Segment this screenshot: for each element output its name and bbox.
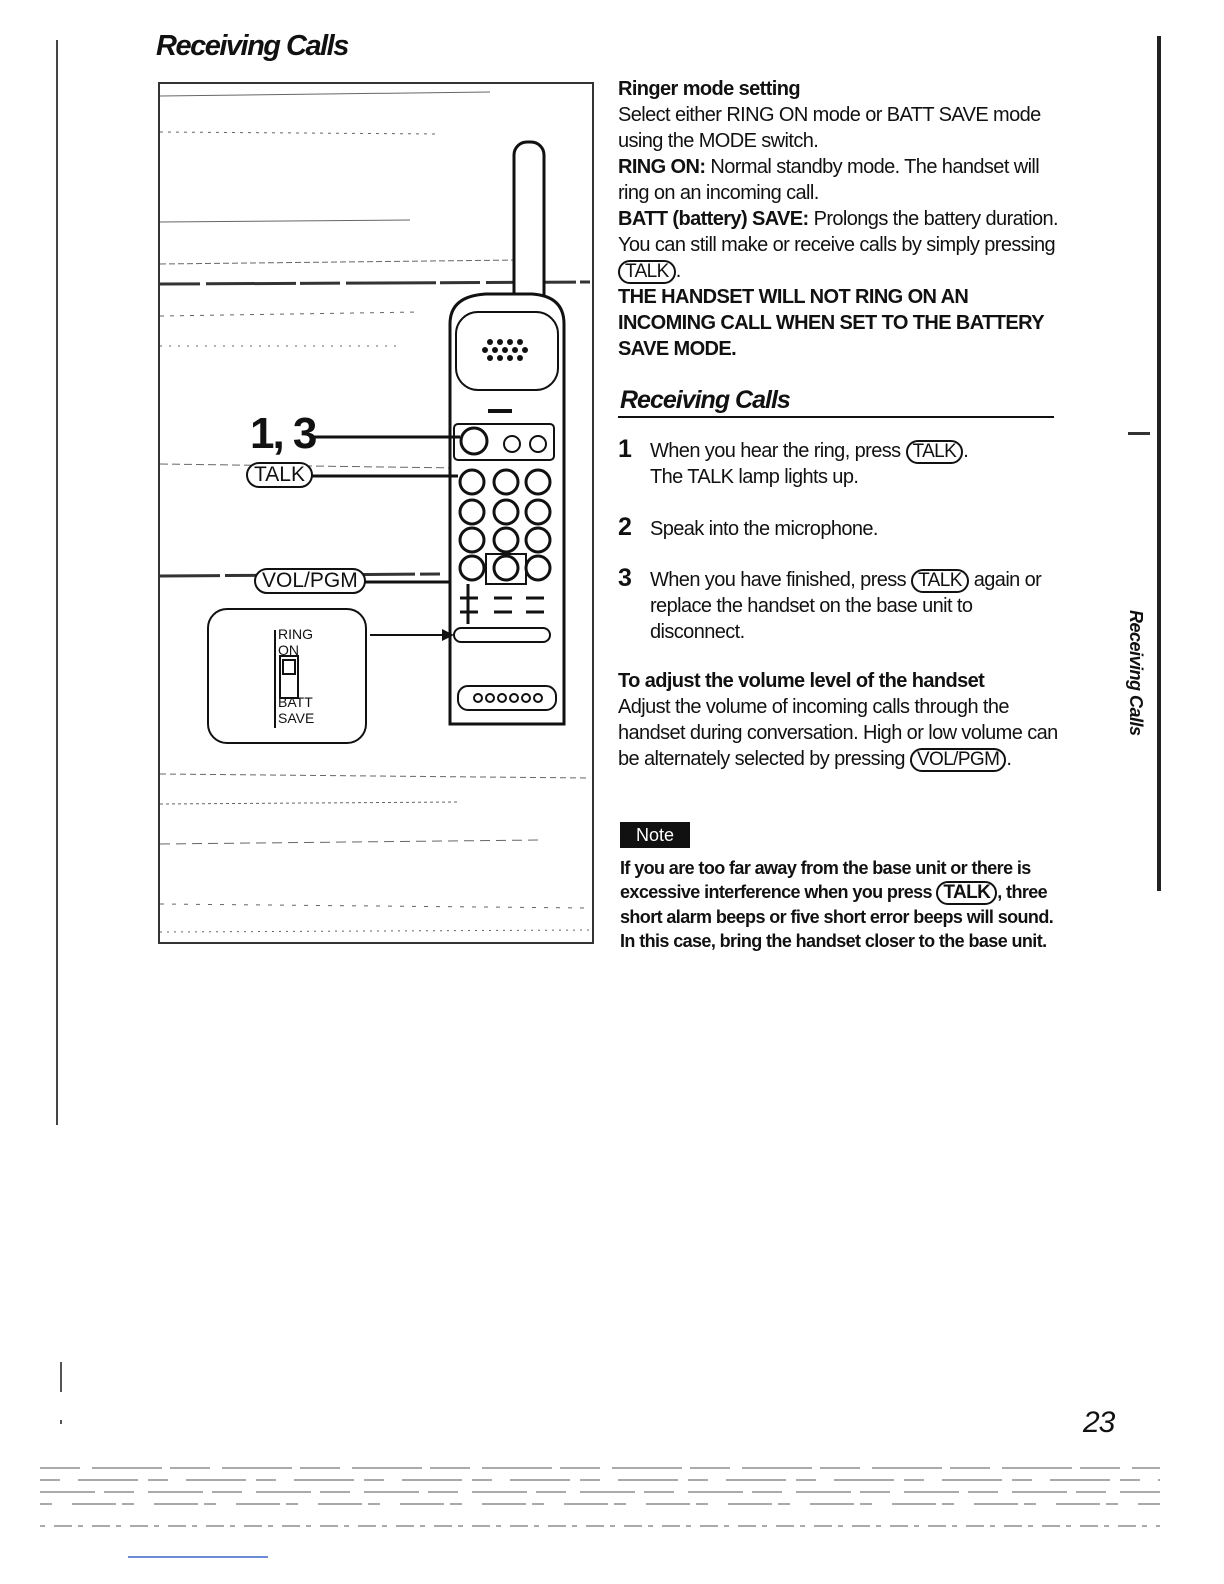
side-section-label: Receiving Calls [1126, 610, 1146, 736]
step-3: 3 When you have finished, press TALK again or replace the handset on the base unit to disconnect. [618, 564, 1042, 643]
handset-illustration [158, 82, 594, 944]
left-margin-mark [60, 1420, 62, 1424]
handset-drawing [160, 84, 594, 944]
vol-key-label: VOL/PGM [910, 748, 1006, 772]
step-1: 1 When you hear the ring, press TALK . The TALK lamp lights up. [618, 435, 969, 488]
ringer-mode-section [618, 76, 1058, 362]
volume-heading: To adjust the volume level of the handset [618, 670, 985, 692]
bottom-color-line [128, 1556, 268, 1558]
section-title: Receiving Calls [620, 386, 790, 414]
left-margin-rule [56, 40, 58, 1125]
callout-step-number: 1, 3 [250, 409, 316, 458]
left-margin-mark [60, 1362, 62, 1392]
switch-ring-on-label: RING ON [278, 626, 313, 658]
volume-section [618, 668, 1058, 772]
talk-key-label: TALK [618, 260, 676, 284]
ring-on-item: RING ON: Normal standby mode. The handset will ring on an incoming call. [618, 156, 1040, 204]
section-rule [618, 416, 1054, 418]
scan-noise-strip [40, 1462, 1160, 1532]
page-number: 23 [1083, 1406, 1115, 1439]
battery-save-warning: THE HANDSET WILL NOT RING ON AN INCOMING CALL WHEN SET TO THE BATTERY SAVE MODE. [618, 286, 1044, 360]
ringer-heading: Ringer mode setting [618, 78, 800, 100]
note-text: If you are too far away from the base unit or there is excessive interference when you press TALK , three short alarm beeps or five short error beeps will sound. In this case, bring the handset closer to the base unit. [620, 858, 1054, 951]
batt-save-item: BATT (battery) SAVE: Prolongs the battery duration. You can still make or receive calls by simply pressing TALK . [618, 208, 1058, 282]
vol-key-label: VOL/PGM [254, 568, 366, 594]
callout-talk-button [246, 462, 313, 488]
volume-text: Adjust the volume of incoming calls through the handset during conversation. High or low volume can be alternately selected by pressing VOL/PGM . [618, 696, 1058, 770]
ringer-intro: Select either RING ON mode or BATT SAVE mode using the MODE switch. [618, 104, 1041, 152]
step-2: 2 Speak into the microphone. [618, 513, 878, 541]
talk-key-label: TALK [936, 881, 997, 905]
talk-key-label: TALK [911, 569, 969, 593]
note-badge: Note [620, 822, 690, 848]
talk-key-label: TALK [906, 440, 964, 464]
callout-vol-button [254, 568, 366, 594]
switch-batt-save-label: BATT SAVE [278, 694, 315, 726]
page-title: Receiving Calls [156, 30, 348, 62]
right-margin-tick [1128, 432, 1150, 435]
talk-key-label: TALK [246, 462, 313, 488]
right-margin-rule [1157, 36, 1161, 891]
